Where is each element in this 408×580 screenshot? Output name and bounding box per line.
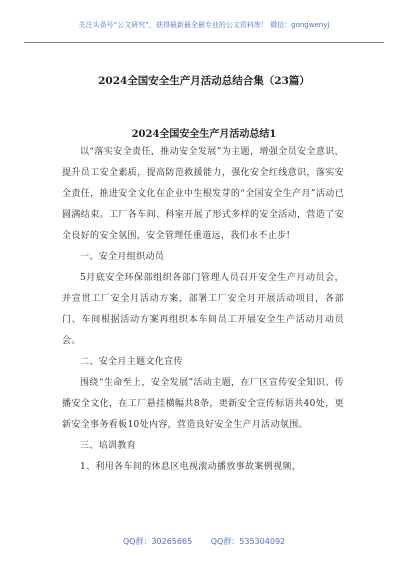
section-heading-1: 一、安全月组织动员: [80, 252, 165, 262]
section-paragraph-3: 1、利用各车间的休息区电视滚动播放事故案例视频，: [80, 462, 302, 472]
header-divider: [24, 42, 384, 43]
section-paragraph-2: 围绕“生命至上，安全发展”活动主题，在厂区宣传安全知识、传播安全文化，在工厂悬挂横幅共8条，更新安全宣传标语共40处，更新安全事务看板10处内容，营造良好安全生产月活动氛围。: [62, 378, 344, 430]
article-title: 2024全国安全生产月活动总结1: [131, 129, 277, 140]
header-promo-note: 关注头条号“公文研究”，获得最新最全最专业的公文资料库！ 微信：gongwenyj: [78, 21, 330, 29]
section-paragraph-1: 5月底安全环保部组织各部门管理人员召开安全生产月动员会，并宣贯工厂安全月活动方案，部署工厂安全月开展活动项目，各部门、车间根据活动方案再组织本车间员工开展安全生产活动月动员会。: [62, 273, 344, 346]
footer-qq-group-1: QQ群：30265665: [122, 537, 193, 546]
intro-paragraph: 以“落实安全责任，推动安全发展”为主题，增强全员安全意识，提升员工安全素质，提高防范救援能力，强化安全红线意识，落实安全责任，推进安全文化在企业中生根发芽的“全国安全生产月”活动已圆满结束。工厂各车间、科室开展了形式多样的安全活动，营造了安全良好的安全氛围，安全管理任重道远，我们永不止步!: [62, 147, 344, 241]
section-heading-2: 二、安全月主题文化宣传: [80, 357, 183, 367]
collection-title: 2024全国安全生产月活动总结合集（23篇）: [98, 75, 310, 87]
article-body: [62, 142, 344, 478]
section-heading-3: 三、培训教育: [80, 441, 137, 451]
footer-contacts: [0, 536, 408, 547]
footer-qq-group-2: QQ群：535304092: [210, 537, 286, 546]
